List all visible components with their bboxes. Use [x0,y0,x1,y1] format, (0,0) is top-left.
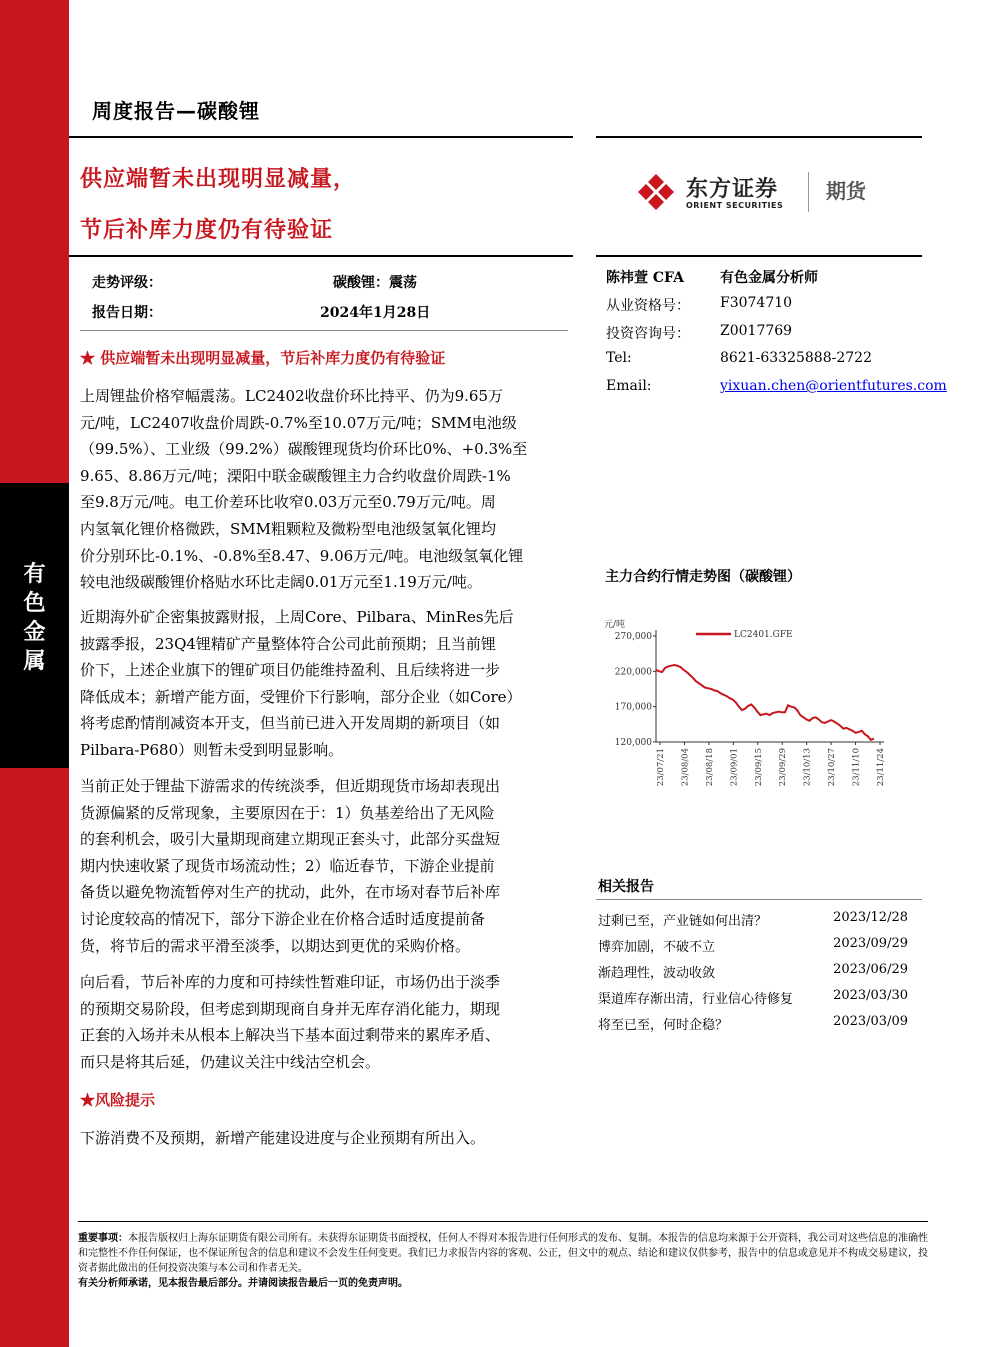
footer-divider [78,1221,928,1222]
body-paragraph: 上周锂盐价格窄幅震荡。LC2402收盘价环比持平、仍为9.65万 元/吨，LC2407收盘价周跌-0.7%至10.07万元/吨；SMM电池级 （99.5%）、工业级（99.2%）碳酸锂现货均价环比0%、+0.3%至 9.65、8.86万元/吨；溧阳中联金碳酸锂主力合约收盘价周跌-1% 至9.8万元/吨。电工价差环比收窄0.03万元至0.79万元/吨。周 内氢氧化锂价格微跌，SMM粗颗粒及微粉型电池级氢氧化锂均 价分别环比-0.1%、-0.8%至8.47、9.06万元/吨。电池级氢氧化锂 较电池级碳酸锂价格贴水环比走阔0.01万元至1.19万元/吨。 [80,387,528,592]
chart-title: 主力合约行情走势图（碳酸锂） [605,569,801,585]
report-title-line1: 供应端暂未出现明显减量， [80,167,357,192]
price-trend-chart [596,614,896,804]
brand-name-en: ORIENT SECURITIES [686,201,784,210]
divider [596,255,922,257]
x-tick-label: 23/09/01 [729,748,740,787]
analyst-name: 陈祎萱 CFA [606,270,684,286]
y-tick-label: 120,000 [614,738,652,748]
report-title-line2: 节后补库力度仍有待验证 [80,218,334,243]
y-tick-label: 270,000 [614,632,652,642]
body-paragraph: 当前正处于锂盐下游需求的传统淡季，但近期现货市场却表现出 货源偏紧的反常现象，主要原因在于：1）负基差给出了无风险 的套利机会，吸引大量期现商建立期现正套头寸，此部分买盘短 期内快速收紧了现货市场流动性；2）临近春节，下游企业提前 备货以避免物流暂停对生产的扰动，此外，在市场对春节后补库 讨论度较高的情况下，部分下游企业在价格合适时适度提前备 货，将节后的需求平滑至淡季，以期达到更优的采购价格。 [80,777,501,955]
brand-division: 期货 [826,179,866,203]
x-tick-label: 23/09/15 [753,748,764,787]
series-line-lc2401 [656,665,874,740]
risk-heading: ★风险提示 [80,1091,156,1109]
risk-text: 下游消费不及预期，新增产能建设进度与企业预期有所出入。 [80,1129,486,1147]
brand-logo [636,170,896,216]
x-tick-label: 23/07/21 [656,748,666,787]
email-link[interactable]: yixuan.chen@orientfutures.com [720,378,947,394]
brand-name-cn: 东方证券 [686,177,779,202]
divider [596,136,922,138]
sidebar-category-label: 有 色 金 属 [23,562,46,674]
body-paragraph: 向后看，节后补库的力度和可持续性暂难印证，市场仍出于淡季 的预期交易阶段，但考虑到期现商自身并无库存消化能力，期现 正套的入场并未从根本上解决当下基本面过剩带来的累库矛盾、 而只是将其后延，仍建议关注中线沽空机会。 [80,973,501,1071]
body-paragraph: 近期海外矿企密集披露财报，上周Core、Pilbara、MinRes先后 披露季报，23Q4锂精矿产量整体符合公司此前预期；且当前锂 价下，上述企业旗下的锂矿项目仍能维持盈利、且后续将进一步 降低成本；新增产能方面，受锂价下行影响，部分企业（如Core） 将考虑酌情削减资本开支，但当前已进入开发周期的新项目（如 Pilbara-P680）则暂未受到明显影响。 [80,608,522,759]
doc-type: 周度报告—碳酸锂 [92,99,260,123]
disclaimer: 重要事项：本报告版权归上海东证期货有限公司所有。未获得东证期货书面授权，任何人不得对本报告进行任何形式的发布、复制。本报告的信息均来源于公开资料，我公司对这些信息的准确性和完整性不作任何保证，也不保证所包含的信息和建议不会发生任何变更。我们已力求报告内容的客观、公正，但文中的观点、结论和建议仅供参考，报告中的信息或意见并不构成交易建议，投资者据此做出的任何投资决策与本公司和作者无关。 有关分析师承诺，见本报告最后部分。并请阅读报告最后一页的免责声明。 [78,1233,928,1289]
related-reports-heading: 相关报告 [598,879,654,895]
summary-headline: ★ 供应端暂未出现明显减量，节后补库力度仍有待验证 [80,349,446,367]
y-tick-label: 170,000 [614,702,652,713]
x-tick-label: 23/09/29 [778,748,789,787]
divider [69,255,573,257]
x-tick-label: 23/11/10 [851,748,862,787]
x-tick-label: 23/10/13 [802,748,813,787]
y-tick-label: 220,000 [614,667,652,678]
legend-label: LC2401.GFE [734,630,793,640]
rating-value: 碳酸锂：震荡 [333,275,417,291]
analyst-role: 有色金属分析师 [720,270,818,286]
logo-divider [808,172,809,212]
date-value: 2024年1月28日 [320,305,431,321]
x-tick-label: 23/10/27 [827,748,838,787]
divider [596,899,922,900]
x-tick-label: 23/08/18 [704,748,715,787]
divider [80,330,568,331]
divider [69,136,573,138]
y-axis-label: 元/吨 [604,620,626,630]
x-tick-label: 23/08/04 [680,748,691,787]
rating-label: 走势评级： [92,275,162,291]
x-tick-label: 23/11/24 [876,748,886,787]
brand-mark-icon [636,172,676,212]
date-label: 报告日期： [92,305,162,321]
